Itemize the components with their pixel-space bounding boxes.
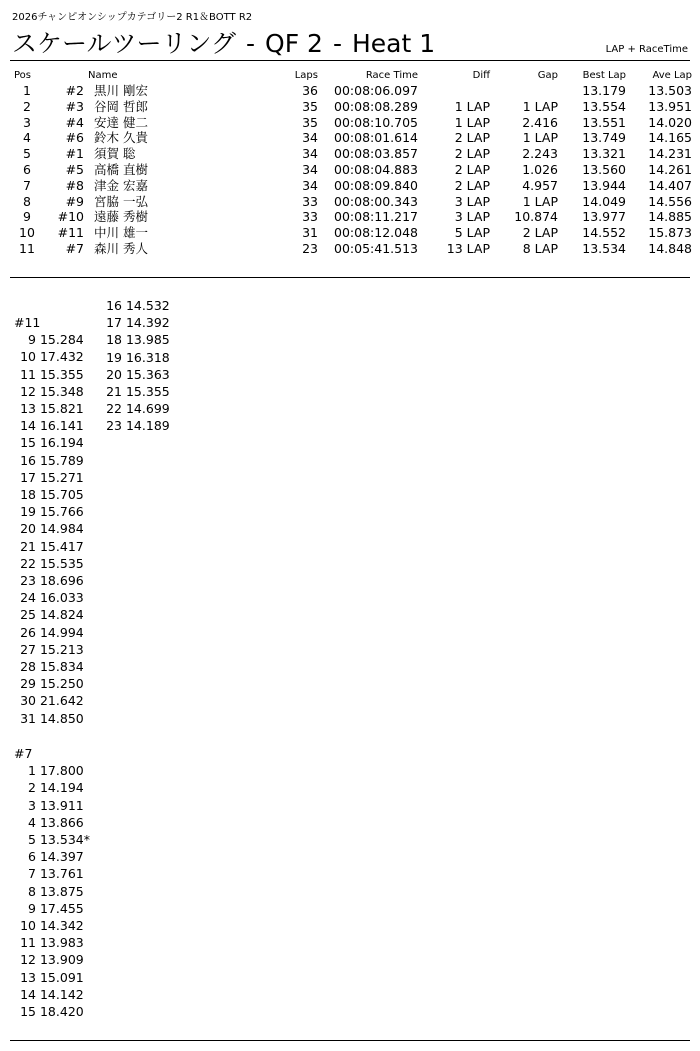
result-name: 鈴木 久貴 <box>94 130 148 146</box>
result-name: 津金 宏嘉 <box>94 177 148 193</box>
result-name: 遠藤 秀樹 <box>94 209 148 225</box>
title-class: スケールツーリング <box>12 29 237 58</box>
result-race-time: 00:08:11.217 <box>334 209 418 225</box>
result-diff <box>418 83 490 99</box>
lap-list-car-11 <box>14 314 84 727</box>
lap-entry <box>14 883 90 900</box>
result-diff: 13 LAP <box>446 240 490 256</box>
lap-time: 16.194 <box>39 435 84 451</box>
result-number: #4 <box>65 114 84 130</box>
lap-time: 13.983 <box>39 935 84 951</box>
result-gap: 2.416 <box>522 114 558 130</box>
col-gap: Gap <box>537 69 558 81</box>
result-name: 中川 雄一 <box>94 225 148 241</box>
result-laps: 33 <box>302 209 318 225</box>
result-number: #11 <box>57 225 84 241</box>
result-gap: 1 LAP <box>522 130 558 146</box>
lap-entry <box>14 710 84 727</box>
lap-number: 26 <box>20 624 36 640</box>
lap-entry <box>100 314 170 331</box>
result-laps: 34 <box>302 130 318 146</box>
lap-number: 14 <box>20 418 36 434</box>
lap-list-header: #7 <box>14 746 33 761</box>
result-laps: 35 <box>302 114 318 130</box>
result-ave-lap: 14.020 <box>648 114 692 130</box>
lap-time: 16.141 <box>39 418 84 434</box>
result-name: 森川 秀人 <box>94 240 148 256</box>
lap-time: 13.866 <box>39 814 84 830</box>
result-number: #10 <box>57 209 84 225</box>
lap-number: 4 <box>28 814 36 830</box>
col-name: Name <box>88 69 118 81</box>
lap-number: 8 <box>28 883 36 899</box>
lap-number: 25 <box>20 607 36 623</box>
lap-number: 10 <box>20 918 36 934</box>
lap-entry <box>14 589 84 606</box>
lap-entry <box>14 503 84 520</box>
lap-number: 23 <box>20 573 36 589</box>
result-row <box>10 241 692 257</box>
lap-entry <box>14 986 90 1003</box>
lap-list-header: #11 <box>14 315 41 330</box>
result-best-lap: 14.049 <box>582 193 626 209</box>
result-ave-lap: 14.261 <box>648 161 692 177</box>
result-gap <box>490 83 558 99</box>
result-gap: 1 LAP <box>522 193 558 209</box>
result-laps: 34 <box>302 161 318 177</box>
result-pos: 3 <box>23 114 31 130</box>
result-race-time: 00:08:12.048 <box>334 225 418 241</box>
result-pos: 10 <box>19 225 35 241</box>
result-row <box>10 209 692 225</box>
title-heat: Heat 1 <box>352 29 436 58</box>
lap-time: 16.033 <box>39 590 84 606</box>
lap-number: 2 <box>28 780 36 796</box>
lap-time: 14.824 <box>39 607 84 623</box>
lap-entry <box>14 452 84 469</box>
result-laps: 34 <box>302 146 318 162</box>
lap-list-car-7-continued <box>100 297 170 435</box>
lap-time: 14.699 <box>125 401 170 417</box>
result-number: #3 <box>65 98 84 114</box>
result-best-lap: 13.534 <box>582 240 626 256</box>
lap-time: 17.800 <box>39 763 84 779</box>
lap-time: 17.432 <box>39 349 84 365</box>
result-row <box>10 146 692 162</box>
lap-entry <box>14 348 84 365</box>
lap-number: 27 <box>20 641 36 657</box>
result-ave-lap: 14.231 <box>648 146 692 162</box>
lap-number: 13 <box>20 401 36 417</box>
lap-number: 1 <box>28 763 36 779</box>
report-mode-label: LAP + RaceTime <box>605 44 688 55</box>
lap-entry <box>14 624 84 641</box>
result-diff: 5 LAP <box>454 225 490 241</box>
result-best-lap: 13.749 <box>582 130 626 146</box>
result-best-lap: 13.944 <box>582 177 626 193</box>
lap-time: 15.766 <box>39 504 84 520</box>
result-best-lap: 13.560 <box>582 161 626 177</box>
lap-number: 19 <box>20 504 36 520</box>
lap-time: 18.696 <box>39 573 84 589</box>
result-laps: 36 <box>302 83 318 98</box>
col-ave-lap: Ave Lap <box>652 69 692 81</box>
lap-number: 6 <box>28 849 36 865</box>
lap-time: 13.985 <box>125 332 170 348</box>
result-ave-lap: 14.848 <box>648 240 692 256</box>
result-ave-lap: 13.503 <box>648 83 692 98</box>
lap-number: 30 <box>20 693 36 709</box>
lap-number: 29 <box>20 676 36 692</box>
result-name: 須賀 聡 <box>94 146 136 162</box>
result-row <box>10 225 692 241</box>
result-gap: 4.957 <box>522 177 558 193</box>
result-race-time: 00:08:00.343 <box>334 193 418 209</box>
lap-entry <box>14 900 90 917</box>
result-name: 谷岡 哲郎 <box>94 98 148 114</box>
result-number: #6 <box>65 130 84 146</box>
lap-entry <box>14 779 90 796</box>
lap-time: 16.318 <box>125 349 170 365</box>
result-row <box>10 83 692 99</box>
lap-number: 20 <box>106 366 122 382</box>
result-laps: 34 <box>302 177 318 193</box>
lap-entry <box>14 555 84 572</box>
result-pos: 9 <box>23 209 31 225</box>
lap-time: 14.532 <box>125 298 170 313</box>
lap-entry <box>14 400 84 417</box>
col-best-lap: Best Lap <box>582 69 626 81</box>
result-diff: 3 LAP <box>454 193 490 209</box>
lap-time: 15.363 <box>125 366 170 382</box>
result-pos: 8 <box>23 193 31 209</box>
result-pos: 2 <box>23 98 31 114</box>
lap-entry <box>100 400 170 417</box>
lap-entry <box>14 572 84 589</box>
lap-time: 15.284 <box>39 332 84 348</box>
lap-entry <box>14 814 90 831</box>
result-best-lap: 13.179 <box>582 83 626 98</box>
lap-entry <box>100 349 170 366</box>
lap-time: 14.342 <box>39 918 84 934</box>
lap-time: 14.850 <box>39 710 84 726</box>
lap-number: 12 <box>20 952 36 968</box>
result-best-lap: 13.551 <box>582 114 626 130</box>
lap-time: 15.355 <box>39 366 84 382</box>
lap-number: 13 <box>20 969 36 985</box>
lap-time: 13.909 <box>39 952 84 968</box>
result-number: #9 <box>65 193 84 209</box>
lap-entry <box>14 848 90 865</box>
result-name: 宮脇 一弘 <box>94 193 148 209</box>
title-separator: - <box>246 29 256 58</box>
lap-time: 15.834 <box>39 659 84 675</box>
lap-entry <box>14 865 90 882</box>
col-race-time: Race Time <box>365 69 418 81</box>
result-pos: 7 <box>23 177 31 193</box>
result-pos: 5 <box>23 146 31 162</box>
result-number: #2 <box>65 83 84 98</box>
result-diff: 2 LAP <box>454 177 490 193</box>
lap-time: 15.789 <box>39 452 84 468</box>
lap-time: 15.821 <box>39 401 84 417</box>
lap-time: 15.091 <box>39 969 84 985</box>
lap-time: 15.271 <box>39 469 84 485</box>
results-divider <box>10 277 690 278</box>
result-ave-lap: 14.165 <box>648 130 692 146</box>
lap-time: 18.420 <box>39 1004 84 1020</box>
lap-entry <box>100 383 170 400</box>
result-row <box>10 115 692 131</box>
result-number: #1 <box>65 146 84 162</box>
result-pos: 4 <box>23 130 31 146</box>
col-pos: Pos <box>14 69 32 81</box>
lap-number: 11 <box>20 366 36 382</box>
lap-time: 14.142 <box>39 986 84 1002</box>
result-ave-lap: 14.407 <box>648 177 692 193</box>
lap-time: 15.250 <box>39 676 84 692</box>
result-number: #5 <box>65 161 84 177</box>
result-name: 黒川 剛宏 <box>94 83 148 98</box>
result-laps: 33 <box>302 193 318 209</box>
lap-entry <box>14 538 84 555</box>
result-gap: 1.026 <box>522 161 558 177</box>
lap-number: 16 <box>20 452 36 468</box>
col-number <box>44 69 88 83</box>
result-diff: 1 LAP <box>454 98 490 114</box>
lap-number: 18 <box>106 332 122 348</box>
lap-number: 12 <box>20 383 36 399</box>
lap-entry <box>14 606 84 623</box>
lap-entry <box>14 831 90 848</box>
result-race-time: 00:08:03.857 <box>334 146 418 162</box>
result-race-time: 00:08:08.289 <box>334 98 418 114</box>
lap-number: 15 <box>20 1004 36 1020</box>
title-round: QF 2 <box>265 29 323 58</box>
result-name: 高橋 直樹 <box>94 161 148 177</box>
lap-entry <box>14 366 84 383</box>
lap-number: 22 <box>20 555 36 571</box>
result-race-time: 00:08:01.614 <box>334 130 418 146</box>
lap-time: 14.994 <box>39 624 84 640</box>
lap-time: 21.642 <box>39 693 84 709</box>
lap-entry <box>14 520 84 537</box>
result-best-lap: 13.977 <box>582 209 626 225</box>
lap-time: 15.535 <box>39 555 84 571</box>
lap-entry <box>100 297 170 314</box>
lap-number: 23 <box>106 418 122 434</box>
lap-entry <box>14 331 84 348</box>
title-separator: - <box>332 29 342 58</box>
results-table <box>10 69 692 257</box>
lap-entry <box>14 383 84 400</box>
result-diff: 2 LAP <box>454 130 490 146</box>
lap-entry <box>14 762 90 779</box>
lap-time: 13.761 <box>39 866 84 882</box>
result-pos: 11 <box>19 240 35 256</box>
result-race-time: 00:08:10.705 <box>334 114 418 130</box>
footer-divider <box>10 1040 690 1041</box>
lap-number: 11 <box>20 935 36 951</box>
lap-number: 17 <box>106 315 122 331</box>
lap-entry <box>14 469 84 486</box>
lap-time: 14.194 <box>39 780 84 796</box>
lap-time: 15.417 <box>39 538 84 554</box>
lap-entry <box>14 641 84 658</box>
lap-entry <box>14 951 90 968</box>
lap-number: 3 <box>28 797 36 813</box>
lap-number: 14 <box>20 986 36 1002</box>
lap-number: 17 <box>20 469 36 485</box>
lap-number: 18 <box>20 487 36 503</box>
lap-number: 24 <box>20 590 36 606</box>
result-race-time: 00:05:41.513 <box>334 240 418 256</box>
result-best-lap: 13.321 <box>582 146 626 162</box>
result-race-time: 00:08:09.840 <box>334 177 418 193</box>
lap-entry <box>100 331 170 348</box>
lap-time: 13.911 <box>39 797 84 813</box>
lap-time: 14.392 <box>125 315 170 331</box>
result-number: #8 <box>65 177 84 193</box>
lap-number: 7 <box>28 866 36 882</box>
result-best-lap: 14.552 <box>582 225 626 241</box>
lap-entry <box>14 417 84 434</box>
lap-entry <box>14 917 90 934</box>
result-laps: 23 <box>302 240 318 256</box>
col-diff: Diff <box>472 69 490 81</box>
lap-time: 15.705 <box>39 487 84 503</box>
lap-number: 22 <box>106 401 122 417</box>
result-diff: 1 LAP <box>454 114 490 130</box>
result-laps: 35 <box>302 98 318 114</box>
result-gap: 1 LAP <box>522 98 558 114</box>
result-row <box>10 162 692 178</box>
lap-number: 20 <box>20 521 36 537</box>
header-divider <box>10 60 690 61</box>
lap-number: 5 <box>28 832 36 848</box>
lap-time: 15.213 <box>39 641 84 657</box>
result-race-time: 00:08:06.097 <box>334 83 418 98</box>
result-row <box>10 178 692 194</box>
lap-number: 10 <box>20 349 36 365</box>
lap-time: 15.355 <box>125 384 170 400</box>
result-race-time: 00:08:04.883 <box>334 161 418 177</box>
event-subtitle: 2026チャンピオンシップカテゴリー2 R1＆BOTT R2 <box>12 12 253 23</box>
lap-number: 9 <box>28 332 36 348</box>
lap-list-car-7 <box>14 745 90 1020</box>
result-laps: 31 <box>302 225 318 241</box>
lap-number: 16 <box>106 298 122 313</box>
result-diff: 2 LAP <box>454 161 490 177</box>
lap-time: 13.534* <box>39 832 90 848</box>
lap-entry <box>14 797 90 814</box>
result-ave-lap: 14.556 <box>648 193 692 209</box>
lap-entry <box>14 486 84 503</box>
result-ave-lap: 13.951 <box>648 98 692 114</box>
result-row <box>10 99 692 115</box>
lap-time: 17.455 <box>39 900 84 916</box>
lap-entry <box>14 1003 90 1020</box>
lap-entry <box>14 969 90 986</box>
result-row <box>10 194 692 210</box>
lap-time: 14.189 <box>125 418 170 434</box>
page-title <box>12 24 435 60</box>
lap-time: 14.984 <box>39 521 84 537</box>
lap-time: 15.348 <box>39 383 84 399</box>
lap-entry <box>14 658 84 675</box>
result-ave-lap: 15.873 <box>648 225 692 241</box>
result-gap: 8 LAP <box>522 240 558 256</box>
result-name: 安達 健二 <box>94 114 148 130</box>
result-diff: 3 LAP <box>454 209 490 225</box>
lap-number: 21 <box>106 384 122 400</box>
result-pos: 1 <box>23 83 31 98</box>
lap-entry <box>14 675 84 692</box>
lap-entry <box>14 434 84 451</box>
lap-time: 13.875 <box>39 883 84 899</box>
lap-number: 9 <box>28 900 36 916</box>
lap-number: 28 <box>20 659 36 675</box>
lap-number: 21 <box>20 538 36 554</box>
results-header-row <box>10 69 692 83</box>
result-ave-lap: 14.885 <box>648 209 692 225</box>
lap-entry <box>14 934 90 951</box>
result-row <box>10 130 692 146</box>
lap-number: 19 <box>106 349 122 365</box>
lap-entry <box>14 692 84 709</box>
result-gap: 2.243 <box>522 146 558 162</box>
lap-entry <box>100 417 170 434</box>
result-gap: 10.874 <box>514 209 558 225</box>
lap-time: 14.397 <box>39 849 84 865</box>
result-diff: 2 LAP <box>454 146 490 162</box>
result-gap: 2 LAP <box>522 225 558 241</box>
col-laps: Laps <box>294 69 318 81</box>
result-number: #7 <box>65 240 84 256</box>
lap-number: 31 <box>20 710 36 726</box>
result-pos: 6 <box>23 161 31 177</box>
result-best-lap: 13.554 <box>582 98 626 114</box>
lap-number: 15 <box>20 435 36 451</box>
lap-entry <box>100 366 170 383</box>
